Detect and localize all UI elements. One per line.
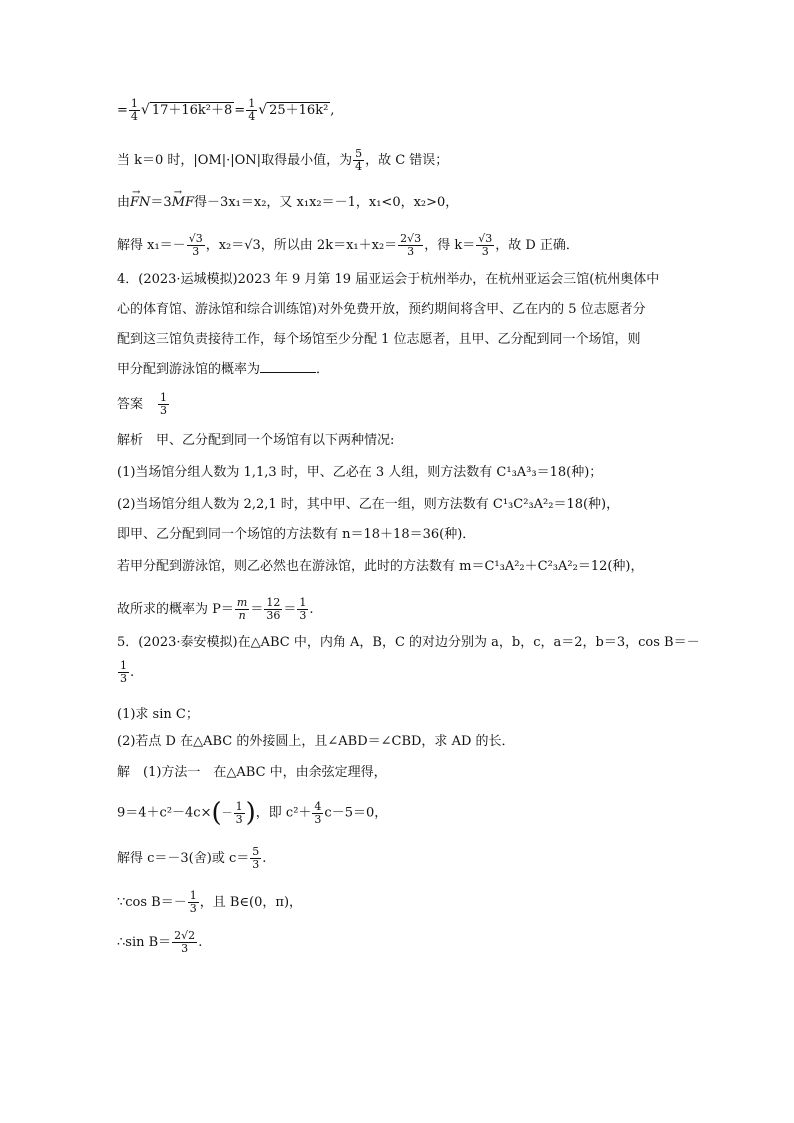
vector-mf: → MF — [172, 194, 194, 212]
text-line-min-value: 当 k＝0 时，|OM|·|ON|取得最小值，为 $\frac{5}{4}$ ，故 C 错误； — [117, 147, 449, 173]
radical-sign: √ — [258, 102, 268, 118]
answer-label: 答案 — [117, 397, 144, 412]
fraction: $\frac{12}{36}$ — [266, 596, 281, 622]
question-5-line-2: $\frac{1}{3}$ . — [120, 659, 135, 685]
right-paren: ) — [245, 798, 256, 828]
radical-sign: √ — [140, 102, 150, 118]
fraction: $\frac{5}{3}$ — [252, 845, 260, 871]
vector-fn: → FN — [130, 194, 150, 212]
fraction: $\frac{1}{3}$ — [189, 889, 197, 915]
answer-blank — [260, 360, 316, 373]
question-5-part-1: (1)求 sin C； — [117, 707, 199, 722]
fraction: $\frac{1}{4}$ — [248, 97, 256, 123]
fraction: $\frac{4}{3}$ — [314, 799, 322, 826]
fraction: $\frac{1}{3}$ — [235, 799, 243, 826]
analysis-line-5: 若甲分配到游泳馆，则乙必然也在游泳馆，此时的方法数有 m＝C¹₃A²₂＋C²₃A²₂＝12(种)， — [117, 559, 644, 574]
fraction: $\frac{2√2}{3}$ — [174, 929, 196, 955]
fraction: $\frac{5}{4}$ — [355, 147, 363, 173]
formula-line-1: = $\frac{1}{4}$ √ 17＋16k²＋8 = $\frac{1}{4}$ √ 25＋16k² , — [117, 97, 335, 123]
question-4-line-4: 甲分配到游泳馆的概率为 ． — [117, 362, 330, 377]
fraction: $\frac{√3}{3}$ — [188, 232, 203, 258]
analysis-line-4: 即甲、乙分配到同一个场馆的方法数有 n＝18＋18＝36(种)． — [117, 527, 476, 542]
solution-5-line-5: ∴sin B＝ $\frac{2√2}{3}$ . — [117, 929, 203, 955]
analysis-line-3: (2)当场馆分组人数为 2,2,1 时，其中甲、乙在一组，则方法数有 C¹₃C²₃A²₂＝18(种)， — [117, 497, 620, 512]
fraction: $\frac{1}{3}$ — [120, 659, 127, 685]
solution-5-line-1: 解 (1)方法一 在△ABC 中，由余弦定理得， — [117, 765, 387, 780]
answer-line — [117, 392, 170, 417]
text-line-solution-k: 解得 x₁＝－ $\frac{√3}{3}$ ，x₂＝√3，所以由 2k＝x₁＋x₂＝ $\frac{2√3}{3}$ ，得 k＝ $\frac{√3}{3}$ ，故 D 正确． — [117, 232, 579, 258]
equals-sign: = — [117, 103, 128, 118]
analysis-line-2: (1)当场馆分组人数为 1,1,3 时，甲、乙必在 3 人组，则方法数有 C¹₃A³₃＝18(种)； — [117, 465, 603, 480]
answer-fraction: $\frac{1}{3}$ — [160, 391, 168, 417]
solution-5-line-4: ∵cos B＝－ $\frac{1}{3}$ ，且 B∈(0，π)， — [117, 889, 303, 915]
fraction: $\frac{1}{3}$ — [299, 596, 307, 622]
question-4-line-1: 4．(2023·运城模拟)2023 年 9 月第 19 届亚运会于杭州举办，在杭州亚运会三馆(杭州奥体中 — [117, 272, 660, 287]
text-line-vectors: 由→ FN＝3→ MF得－3x₁＝x₂，又 x₁x₂＝－1，x₁<0，x₂>0， — [117, 194, 458, 212]
fraction: $\frac{m}{n}$ — [236, 596, 248, 622]
radicand: 25＋16k² — [269, 103, 329, 118]
left-paren: ( — [211, 798, 222, 828]
solution-5-line-2: 9＝4＋c²－4c×(－ $\frac{1}{3}$ )，即 c²＋ $\frac{4}{3}$ c－5＝0， — [117, 798, 388, 828]
fraction: $\frac{1}{4}$ — [130, 97, 138, 123]
equals-sign: = — [234, 103, 246, 118]
question-5-part-2: (2)若点 D 在△ABC 的外接圆上，且∠ABD＝∠CBD，求 AD 的长． — [117, 734, 515, 749]
analysis-line-1: 解析 甲、乙分配到同一个场馆有以下两种情况: — [117, 433, 395, 448]
fraction: $\frac{√3}{3}$ — [478, 232, 493, 258]
solution-5-line-3: 解得 c＝－3(舍)或 c＝ $\frac{5}{3}$ . — [117, 845, 267, 871]
question-5-line-1: 5．(2023·泰安模拟)在△ABC 中，内角 A，B，C 的对边分别为 a，b，c，a＝2，b＝3，cos B＝－ — [117, 635, 700, 650]
question-4-line-3: 配到这三馆负责接待工作，每个场馆至少分配 1 位志愿者，且甲、乙分配到同一个场馆，则 — [117, 332, 641, 347]
fraction: $\frac{2√3}{3}$ — [400, 232, 422, 258]
question-4-line-2: 心的体育馆、游泳馆和综合训练馆)对外免费开放，预约期间将含甲、乙在内的 5 位志愿者分 — [117, 302, 646, 317]
analysis-line-6: 故所求的概率为 P＝ $\frac{m}{n}$ ＝ $\frac{12}{36}$ ＝ $\frac{1}{3}$ . — [117, 596, 314, 622]
radicand: 17＋16k²＋8 — [151, 103, 233, 118]
